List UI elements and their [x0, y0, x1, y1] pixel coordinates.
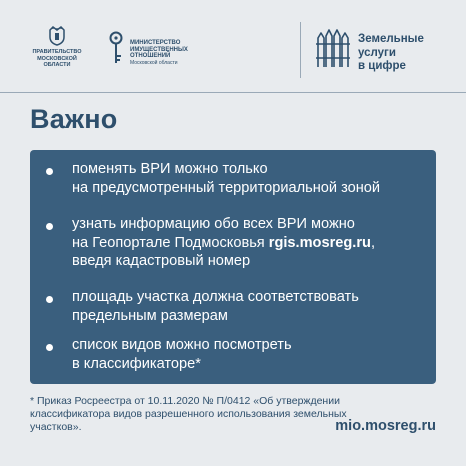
footnote: * Приказ Росреестра от 10.11.2020 № П/0412 «Об утверждении классификатора видов разрешенного использования земельных участков».: [30, 395, 347, 433]
list-item-line: площадь участка должна соответствовать: [72, 289, 359, 305]
bullet-dot: [46, 168, 53, 175]
header-rule: [0, 92, 466, 93]
list-item-line: [72, 234, 432, 253]
list-item-line: введя кадастровый номер: [72, 253, 251, 269]
header-divider: [300, 22, 301, 78]
list-item: [72, 160, 432, 197]
list-item: [72, 215, 432, 271]
ministry-logo[interactable]: [104, 30, 188, 67]
page-title: Важно: [30, 104, 118, 134]
header: [0, 0, 466, 92]
bullet-dot: [46, 296, 53, 303]
list-item-text: ,: [370, 234, 376, 251]
coat-of-arms-icon: [48, 26, 66, 46]
list-item-line: узнать информацию обо всех ВРИ можно: [72, 216, 355, 232]
bullet-dot: [46, 223, 53, 230]
ministry-region: Московской области: [130, 59, 178, 66]
government-logo[interactable]: [22, 26, 92, 69]
list-item-line: в классификаторе*: [72, 355, 201, 372]
bullet-dot: [46, 344, 53, 351]
list-item-line: список видов можно посмотреть: [72, 337, 292, 353]
info-card: [30, 150, 436, 384]
key-icon: [104, 30, 128, 66]
list-item-line: предельным размерам: [72, 307, 228, 324]
list-item: [72, 336, 432, 373]
geoportal-link[interactable]: rgis.mosreg.ru: [268, 234, 371, 251]
list-item-line: поменять ВРИ можно только: [72, 161, 268, 177]
list-item-text: на Геопортале Подмосковья: [72, 234, 269, 251]
fence-icon: [316, 28, 350, 68]
service-title: Земельные услуги в цифре: [358, 33, 424, 72]
government-name: ПРАВИТЕЛЬСТВО МОСКОВСКОЙ ОБЛАСТИ: [32, 49, 82, 68]
site-link[interactable]: mio.mosreg.ru: [335, 418, 436, 434]
ministry-text: [130, 40, 188, 67]
list-item-line: на предусмотренный территориальной зоной: [72, 179, 381, 196]
ministry-title: МИНИСТЕРСТВО ИМУЩЕСТВЕННЫХ ОТНОШЕНИЙ: [130, 40, 188, 60]
list-item: [72, 288, 432, 325]
